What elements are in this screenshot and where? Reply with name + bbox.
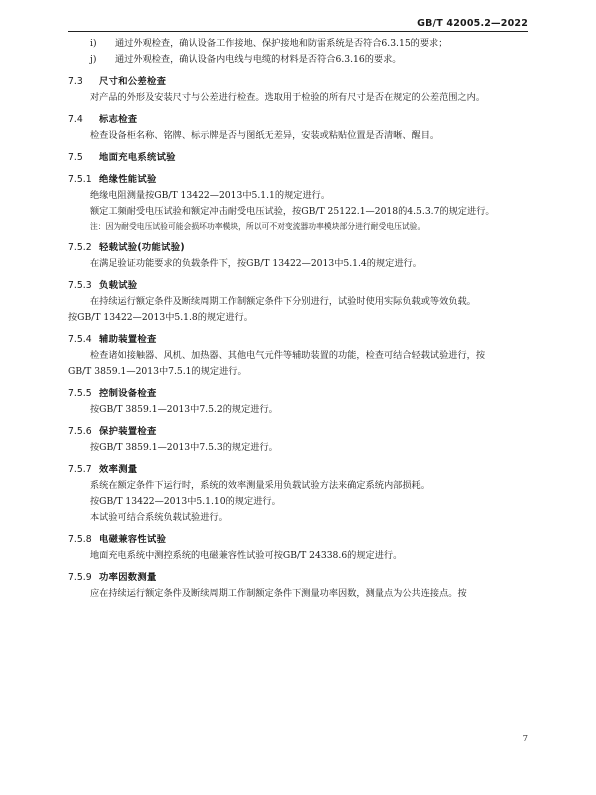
- section-number: 7.5.6: [68, 426, 92, 437]
- standard-number-header: GB/T 42005.2—2022: [417, 18, 528, 29]
- section-heading: [68, 74, 528, 90]
- section-heading: [68, 240, 528, 256]
- section-number: 7.5.3: [68, 280, 92, 291]
- paragraph-continuation: 按GB/T 13422—2013中5.1.8的规定进行。: [68, 312, 253, 323]
- section-title: 控制设备检查: [99, 388, 157, 399]
- section-title: 尺寸和公差检查: [99, 76, 167, 87]
- paragraph: 绝缘电阻测量按GB/T 13422—2013中5.1.1的规定进行。: [90, 190, 331, 201]
- list-item-text: 通过外观检查，确认设备工作接地、保护接地和防雷系统是否符合6.3.15的要求；: [115, 38, 448, 49]
- paragraph: 对产品的外形及安装尺寸与公差进行检查。选取用于检验的所有尺寸是否在规定的公差范围之内。: [90, 92, 486, 103]
- section-number: 7.3: [68, 76, 83, 87]
- paragraph: 额定工频耐受电压试验和额定冲击耐受电压试验，按GB/T 25122.1—2018的4.5.3.7的规定进行。: [90, 206, 495, 217]
- section-title: 保护装置检查: [99, 426, 157, 437]
- document-body: [68, 36, 528, 602]
- paragraph: 应在持续运行额定条件及断续周期工作制额定条件下测量功率因数，测量点为公共连接点。按: [90, 588, 467, 599]
- section-title: 负载试验: [99, 280, 138, 291]
- section-heading: [68, 532, 528, 548]
- note-text: 注：因为耐受电压试验可能会损坏功率模块，所以可不对变流器功率模块部分进行耐受电压试验。: [90, 222, 426, 231]
- paragraph: 按GB/T 13422—2013中5.1.10的规定进行。: [90, 496, 281, 507]
- section-title: 辅助装置检查: [99, 334, 157, 345]
- section-heading: [68, 462, 528, 478]
- section-heading: [68, 424, 528, 440]
- paragraph: 系统在额定条件下运行时，系统的效率测量采用负载试验方法来确定系统内部损耗。: [90, 480, 430, 491]
- section-heading: [68, 172, 528, 188]
- section-number: 7.5.7: [68, 464, 92, 475]
- section-title: 标志检查: [99, 114, 138, 125]
- section-heading: [68, 278, 528, 294]
- list-item-text: 通过外观检查，确认设备内电线与电缆的材料是否符合6.3.16的要求。: [115, 54, 402, 65]
- paragraph: 按GB/T 3859.1—2013中7.5.2的规定进行。: [90, 404, 278, 415]
- section-number: 7.5.9: [68, 572, 92, 583]
- section-number: 7.5.4: [68, 334, 92, 345]
- section-heading: [68, 112, 528, 128]
- section-number: 7.5.5: [68, 388, 92, 399]
- list-item-marker: i): [90, 38, 97, 49]
- paragraph: 在持续运行额定条件及断续周期工作制额定条件下分别进行，试验时使用实际负载或等效负载。: [90, 296, 476, 307]
- header-rule: [68, 31, 528, 32]
- section-heading: [68, 570, 528, 586]
- section-heading: [68, 332, 528, 348]
- section-title: 轻载试验(功能试验): [99, 242, 185, 253]
- section-number: 7.5.1: [68, 174, 92, 185]
- section-heading: [68, 150, 528, 166]
- paragraph-continuation: GB/T 3859.1—2013中7.5.1的规定进行。: [68, 366, 247, 377]
- section-title: 效率测量: [99, 464, 138, 475]
- section-title: 地面充电系统试验: [99, 152, 176, 163]
- section-title: 功率因数测量: [99, 572, 157, 583]
- paragraph: 在满足验证功能要求的负载条件下，按GB/T 13422—2013中5.1.4的规定进行。: [90, 258, 422, 269]
- section-heading: [68, 386, 528, 402]
- paragraph: 本试验可结合系统负载试验进行。: [90, 512, 228, 523]
- list-item: [68, 36, 528, 52]
- paragraph: 地面充电系统中测控系统的电磁兼容性试验可按GB/T 24338.6的规定进行。: [90, 550, 403, 561]
- paragraph: 检查设备柜名称、铭牌、标示牌是否与图纸无差异，安装或粘贴位置是否清晰、醒目。: [90, 130, 440, 141]
- paragraph: 按GB/T 3859.1—2013中7.5.3的规定进行。: [90, 442, 278, 453]
- section-number: 7.5.2: [68, 242, 92, 253]
- section-title: 绝缘性能试验: [99, 174, 157, 185]
- section-number: 7.5.8: [68, 534, 92, 545]
- page-number: 7: [522, 734, 528, 744]
- section-number: 7.4: [68, 114, 83, 125]
- list-item-marker: j): [90, 54, 97, 65]
- paragraph: 检查诸如接触器、风机、加热器、其他电气元件等辅助装置的功能，检查可结合轻载试验进行，按: [90, 350, 486, 361]
- section-number: 7.5: [68, 152, 83, 163]
- list-item: [68, 52, 528, 68]
- section-title: 电磁兼容性试验: [99, 534, 167, 545]
